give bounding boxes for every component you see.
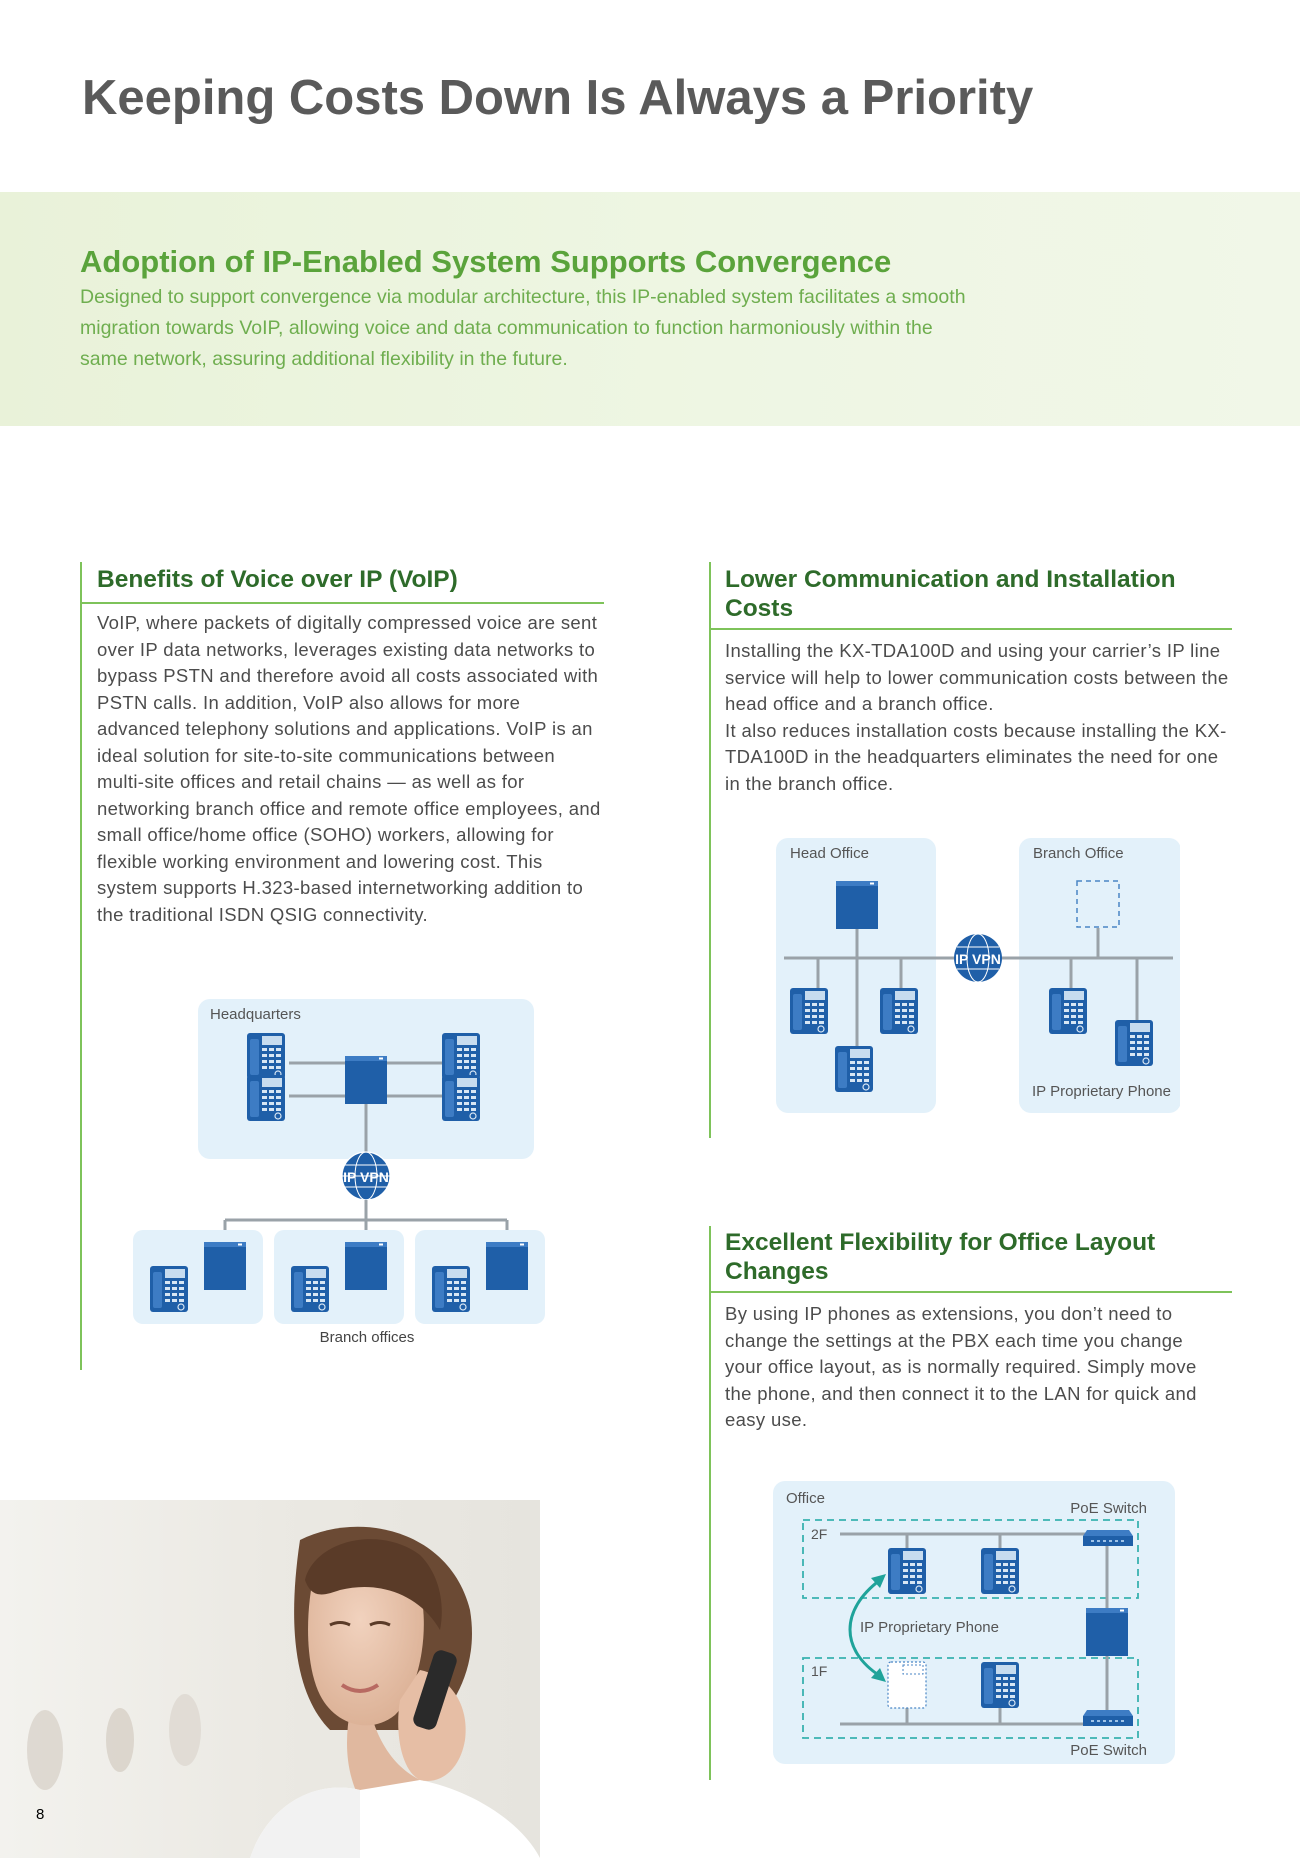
vpn-label: IP VPN: [955, 951, 1001, 967]
head-office-phone-icon: [835, 1046, 873, 1092]
floor-1f-label: 1F: [811, 1663, 828, 1679]
voip-network-diagram: [130, 990, 550, 1350]
vpn-label: IP VPN: [343, 1169, 389, 1185]
ip-phone-icon: [888, 1548, 926, 1594]
intro-body: Designed to support convergence via modular architecture, this IP-enabled system facilitates a smooth migration towards VoIP, allowing voice and data communication to function harmoniously within the same network, assuring additional flexibility in the future.: [80, 286, 966, 370]
office-label: Office: [786, 1490, 825, 1507]
poe-switch-icon: [1083, 1530, 1133, 1546]
hq-pbx-icon: [345, 1056, 387, 1104]
lower-costs-body: [725, 638, 1230, 797]
pbx-icon: [1086, 1608, 1128, 1656]
ip-phone-label: IP Proprietary Phone: [860, 1619, 999, 1636]
voip-heading: Benefits of Voice over IP (VoIP): [97, 566, 458, 593]
moved-phone-ghost-icon: [888, 1662, 926, 1708]
intro-heading: Adoption of IP-Enabled System Supports Convergence: [80, 244, 892, 279]
poe-switch-bottom-label: PoE Switch: [1070, 1742, 1147, 1759]
voip-heading-underline: [80, 602, 604, 604]
lower-costs-paragraph-1: Installing the KX-TDA100D and using your carrier’s IP line service will help to lower communication costs between the head office and a branch office.: [725, 640, 1229, 714]
ip-phone-label: IP Proprietary Phone: [1032, 1083, 1171, 1100]
poe-switch-top-label: PoE Switch: [1070, 1500, 1147, 1517]
branch-office-phone-icon: [1049, 988, 1087, 1034]
branch-phone-icon: [291, 1266, 329, 1312]
headquarters-label: Headquarters: [210, 1006, 301, 1023]
branch-office-panel: [1019, 838, 1180, 1113]
hq-phone-icon: [442, 1075, 480, 1121]
hq-phone-icon: [442, 1033, 480, 1079]
lower-costs-section-rule: [709, 562, 711, 1138]
branch-office-phone-icon: [1115, 1020, 1153, 1066]
flexibility-section-rule: [709, 1226, 711, 1780]
hq-phone-icon: [247, 1075, 285, 1121]
branch-offices-label: Branch offices: [319, 1329, 415, 1346]
poe-switch-icon: [1083, 1710, 1133, 1726]
head-office-pbx-icon: [836, 881, 878, 929]
head-office-phone-icon: [880, 988, 918, 1034]
office-layout-diagram: [770, 1480, 1180, 1765]
page-number: 8: [36, 1806, 45, 1823]
branch-phone-icon: [150, 1266, 188, 1312]
branch-phone-icon: [432, 1266, 470, 1312]
head-branch-network-diagram: [770, 830, 1180, 1120]
head-office-label: Head Office: [790, 845, 869, 862]
voip-section-rule: [80, 562, 82, 1370]
lower-costs-paragraph-2: It also reduces installation costs because installing the KX-TDA100D in the headquarters eliminates the need for one in the branch office.: [725, 719, 1227, 794]
lower-costs-heading-underline: [709, 628, 1232, 630]
flexibility-heading: Excellent Flexibility for Office Layout Changes: [725, 1229, 1156, 1285]
voip-body: VoIP, where packets of digitally compressed voice are sent over IP data networks, leverages existing data networks to bypass PSTN and therefore avoid all costs associated with PSTN calls. In addition, VoIP also allows for more advanced telephony solutions and applications. VoIP is an ideal solution for site-to-site communications between multi-site offices and retail chains — as well as for networking branch office and remote office employees, and small office/home office (SOHO) workers, allowing for flexible working environment and lowering cost. This system supports H.323-based internetworking addition to the traditional ISDN QSIG connectivity.: [97, 612, 601, 925]
ip-phone-icon: [981, 1548, 1019, 1594]
flexibility-body: By using IP phones as extensions, you don’t need to change the settings at the PBX each time you change your office layout, as is normally required. Simply move the phone, and then connect it to the LAN for quick and easy use.: [725, 1303, 1197, 1430]
branch-pbx-icon: [486, 1242, 528, 1290]
flexibility-heading-underline: [709, 1291, 1232, 1293]
branch-pbx-icon: [204, 1242, 246, 1290]
ip-phone-icon: [981, 1662, 1019, 1708]
hq-phone-icon: [247, 1033, 285, 1079]
lower-costs-heading: Lower Communication and Installation Costs: [725, 566, 1176, 622]
branch-pbx-icon: [345, 1242, 387, 1290]
head-office-phone-icon: [790, 988, 828, 1034]
woman-on-phone-photo: [0, 1500, 540, 1858]
branch-office-label: Branch Office: [1033, 845, 1124, 862]
page-title: Keeping Costs Down Is Always a Priority: [82, 71, 1034, 125]
floor-2f-label: 2F: [811, 1526, 828, 1542]
